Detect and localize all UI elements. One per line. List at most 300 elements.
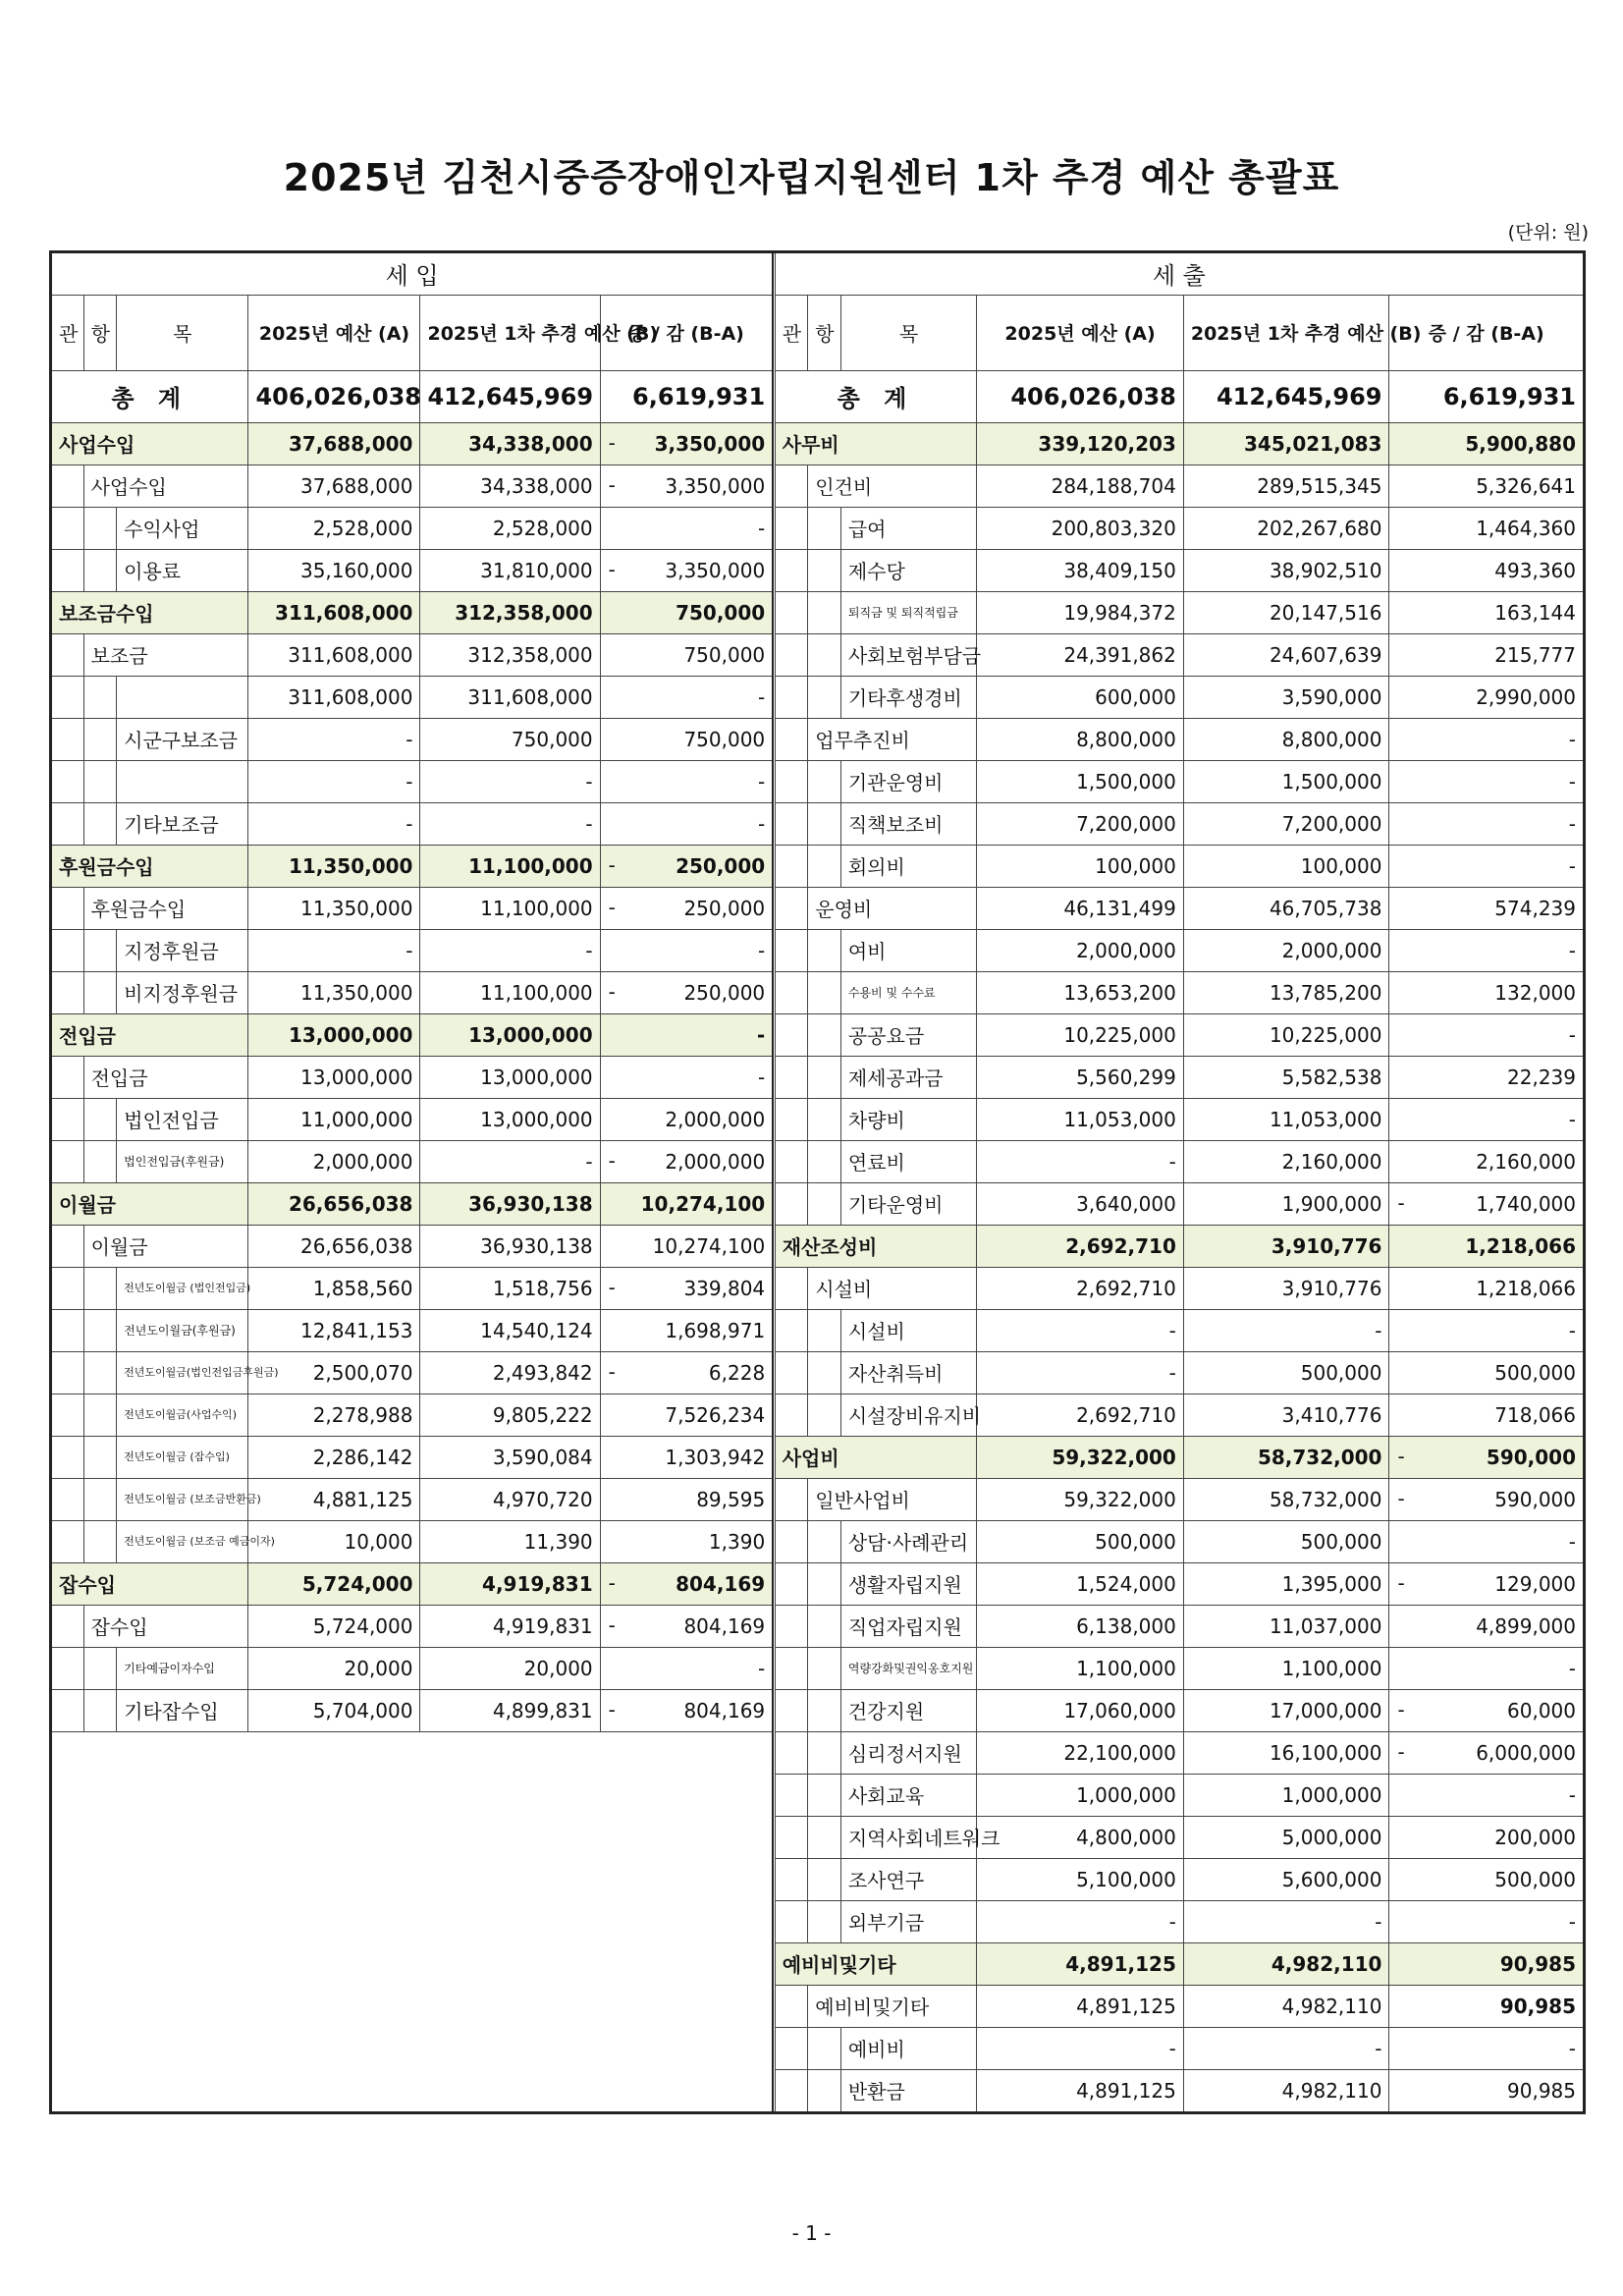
header-col-diff: 증 / 감 (B-A): [600, 295, 773, 370]
income-budget-a: -: [248, 929, 420, 971]
expense-indent-cell: [775, 1985, 808, 2027]
expense-diff: 574,239: [1389, 887, 1585, 929]
income-diff: -: [600, 507, 773, 549]
header-col-a: 2025년 예산 (A): [977, 295, 1184, 370]
income-budget-b: 312,358,000: [420, 633, 600, 676]
expense-indent-cell: [808, 1309, 841, 1351]
table-row: [51, 887, 1585, 929]
expense-budget-b: 3,590,000: [1183, 676, 1389, 718]
income-diff: -: [600, 1013, 773, 1056]
income-diff: 10,274,100: [600, 1182, 773, 1225]
income-indent-cell: [83, 929, 117, 971]
income-category-label: 사업수입: [51, 422, 248, 465]
expense-indent-cell: [808, 633, 841, 676]
expense-budget-b: 5,000,000: [1183, 1816, 1389, 1858]
income-item-label: 법인전입금: [117, 1098, 248, 1140]
table-row: [51, 1225, 1585, 1267]
expense-diff: 2,160,000: [1389, 1140, 1585, 1182]
expense-budget-b: 345,021,083: [1183, 422, 1389, 465]
expense-indent-cell: [808, 1605, 841, 1647]
income-item-label: 기타예금이자수입: [117, 1647, 248, 1689]
table-row: [51, 1309, 1585, 1351]
income-indent-cell: [83, 549, 117, 591]
table-row: [51, 1942, 1585, 1985]
income-budget-a: 311,608,000: [248, 591, 420, 633]
expense-budget-a: 2,692,710: [977, 1225, 1184, 1267]
page-number: - 1 -: [791, 2221, 832, 2245]
expense-indent-cell: [775, 718, 808, 760]
expense-budget-b: 4,982,110: [1183, 1985, 1389, 2027]
income-diff: 1,390: [600, 1520, 773, 1562]
expense-indent-cell: [808, 1647, 841, 1689]
income-budget-a: 35,160,000: [248, 549, 420, 591]
expense-indent-cell: [775, 1647, 808, 1689]
income-diff: - 3,350,000: [600, 465, 773, 507]
expense-budget-a: -: [977, 2027, 1184, 2069]
expense-indent-cell: [775, 1858, 808, 1900]
expense-diff: 4,899,000: [1389, 1605, 1585, 1647]
income-indent-cell: [51, 1647, 84, 1689]
budget-summary-table: [49, 250, 1586, 2114]
income-subcategory-label: 이월금: [83, 1225, 248, 1267]
income-budget-b: 2,528,000: [420, 507, 600, 549]
table-row: [51, 1267, 1585, 1309]
income-indent-cell: [83, 1351, 117, 1394]
expense-diff: 718,066: [1389, 1394, 1585, 1436]
table-row: [51, 1562, 1585, 1605]
table-row: [51, 1056, 1585, 1098]
table-row: [51, 718, 1585, 760]
expense-total-diff: 6,619,931: [1389, 370, 1585, 422]
expense-indent-cell: [808, 1816, 841, 1858]
expense-budget-a: 4,800,000: [977, 1816, 1184, 1858]
expense-diff: - 129,000: [1389, 1562, 1585, 1605]
table-row: [51, 845, 1585, 887]
table-row: [51, 1013, 1585, 1056]
income-diff: - 3,350,000: [600, 549, 773, 591]
income-budget-a: 2,000,000: [248, 1140, 420, 1182]
expense-diff: 132,000: [1389, 971, 1585, 1013]
expense-indent-cell: [808, 1731, 841, 1774]
income-budget-a: 311,608,000: [248, 676, 420, 718]
expense-indent-cell: [808, 802, 841, 845]
expense-budget-a: -: [977, 1140, 1184, 1182]
income-indent-cell: [51, 887, 84, 929]
expense-indent-cell: [775, 591, 808, 633]
income-budget-a: -: [248, 718, 420, 760]
expense-item-label: 공공요금: [840, 1013, 976, 1056]
expense-diff: 22,239: [1389, 1056, 1585, 1098]
income-budget-a: 2,286,142: [248, 1436, 420, 1478]
expense-budget-b: 3,910,776: [1183, 1225, 1389, 1267]
expense-indent-cell: [808, 1351, 841, 1394]
expense-indent-cell: [775, 1013, 808, 1056]
expense-budget-a: 1,100,000: [977, 1647, 1184, 1689]
income-diff: 750,000: [600, 718, 773, 760]
expense-category-label: 사업비: [775, 1436, 977, 1478]
expense-budget-b: 16,100,000: [1183, 1731, 1389, 1774]
income-item-label: 지정후원금: [117, 929, 248, 971]
expense-budget-a: 100,000: [977, 845, 1184, 887]
table-row: [51, 1858, 1585, 1900]
table-row: [51, 1647, 1585, 1689]
expense-budget-a: 24,391,862: [977, 633, 1184, 676]
expense-total-label: 총 계: [775, 370, 977, 422]
expense-item-label: 사회보험부담금: [840, 633, 976, 676]
income-indent-cell: [83, 1394, 117, 1436]
expense-budget-b: 500,000: [1183, 1351, 1389, 1394]
expense-budget-a: -: [977, 1900, 1184, 1942]
expense-budget-b: 5,600,000: [1183, 1858, 1389, 1900]
expense-subcategory-label: 업무추진비: [808, 718, 977, 760]
header-col-a: 2025년 예산 (A): [248, 295, 420, 370]
income-budget-b: 13,000,000: [420, 1013, 600, 1056]
income-total-b: 412,645,969: [420, 370, 600, 422]
income-empty-cell: [51, 1774, 774, 1816]
expense-budget-b: 289,515,345: [1183, 465, 1389, 507]
expense-diff: 90,985: [1389, 1942, 1585, 1985]
income-diff: - 3,350,000: [600, 422, 773, 465]
expense-indent-cell: [775, 1900, 808, 1942]
income-total-label: 총 계: [51, 370, 248, 422]
expense-diff: -: [1389, 1309, 1585, 1351]
expense-budget-b: 202,267,680: [1183, 507, 1389, 549]
expense-budget-b: 11,037,000: [1183, 1605, 1389, 1647]
income-diff: 750,000: [600, 633, 773, 676]
income-budget-a: 4,881,125: [248, 1478, 420, 1520]
expense-indent-cell: [775, 1774, 808, 1816]
income-budget-b: 36,930,138: [420, 1225, 600, 1267]
income-indent-cell: [51, 1394, 84, 1436]
income-item-label: [117, 760, 248, 802]
income-empty-cell: [51, 1731, 774, 1774]
table-row: [51, 591, 1585, 633]
expense-budget-a: 5,560,299: [977, 1056, 1184, 1098]
income-budget-a: 11,350,000: [248, 845, 420, 887]
income-diff: -: [600, 1647, 773, 1689]
expense-item-label: 건강지원: [840, 1689, 976, 1731]
expense-indent-cell: [775, 1394, 808, 1436]
expense-diff: - 6,000,000: [1389, 1731, 1585, 1774]
expense-budget-a: 13,653,200: [977, 971, 1184, 1013]
income-budget-a: 311,608,000: [248, 633, 420, 676]
income-diff: - 250,000: [600, 887, 773, 929]
expense-item-label: 시설비: [840, 1309, 976, 1351]
table-row: [51, 549, 1585, 591]
expense-diff: -: [1389, 1900, 1585, 1942]
income-item-label: 기타보조금: [117, 802, 248, 845]
income-item-label: 수익사업: [117, 507, 248, 549]
table-row: [51, 1731, 1585, 1774]
expense-budget-b: 2,000,000: [1183, 929, 1389, 971]
expense-budget-a: -: [977, 1351, 1184, 1394]
expense-indent-cell: [808, 971, 841, 1013]
expense-indent-cell: [808, 845, 841, 887]
table-row: [51, 1394, 1585, 1436]
expense-item-label: 직업자립지원: [840, 1605, 976, 1647]
income-item-label: 전년도이월금(후원금): [117, 1309, 248, 1351]
income-budget-b: 11,390: [420, 1520, 600, 1562]
income-budget-a: 11,350,000: [248, 971, 420, 1013]
column-header-row: [51, 295, 1585, 370]
income-budget-b: -: [420, 929, 600, 971]
income-budget-b: 2,493,842: [420, 1351, 600, 1394]
income-indent-cell: [51, 633, 84, 676]
income-budget-a: 1,858,560: [248, 1267, 420, 1309]
expense-item-label: 생활자립지원: [840, 1562, 976, 1605]
income-item-label: 전년도이월금(법인전입금후원금): [117, 1351, 248, 1394]
header-hang: 항: [808, 295, 841, 370]
document-title: 2025년 김천시중증장애인자립지원센터 1차 추경 예산 총괄표: [283, 156, 1340, 199]
income-empty-cell: [51, 1900, 774, 1942]
expense-indent-cell: [808, 1562, 841, 1605]
income-indent-cell: [51, 1225, 84, 1267]
income-diff: 10,274,100: [600, 1225, 773, 1267]
expense-budget-b: 46,705,738: [1183, 887, 1389, 929]
expense-diff: 500,000: [1389, 1351, 1585, 1394]
expense-indent-cell: [775, 1182, 808, 1225]
table-row: [51, 1478, 1585, 1520]
income-indent-cell: [51, 929, 84, 971]
expense-budget-b: -: [1183, 1900, 1389, 1942]
expense-budget-a: -: [977, 1309, 1184, 1351]
expense-budget-a: 2,692,710: [977, 1267, 1184, 1309]
income-item-label: 법인전입금(후원금): [117, 1140, 248, 1182]
expense-indent-cell: [775, 887, 808, 929]
expense-budget-b: 1,500,000: [1183, 760, 1389, 802]
table-row: [51, 1098, 1585, 1140]
income-total-diff: 6,619,931: [600, 370, 773, 422]
expense-indent-cell: [775, 2069, 808, 2112]
expense-budget-a: 600,000: [977, 676, 1184, 718]
income-item-label: 전년도이월금 (잡수입): [117, 1436, 248, 1478]
table-row: [51, 1351, 1585, 1394]
income-budget-b: 13,000,000: [420, 1056, 600, 1098]
income-indent-cell: [51, 1689, 84, 1731]
income-budget-b: 20,000: [420, 1647, 600, 1689]
expense-indent-cell: [808, 676, 841, 718]
expense-indent-cell: [775, 1056, 808, 1098]
expense-indent-cell: [808, 1858, 841, 1900]
expense-budget-a: 1,524,000: [977, 1562, 1184, 1605]
income-diff: 1,698,971: [600, 1309, 773, 1351]
expense-diff: 2,990,000: [1389, 676, 1585, 718]
income-item-label: 전년도이월금(사업수익): [117, 1394, 248, 1436]
income-item-label: 전년도이월금 (법인전입금): [117, 1267, 248, 1309]
expense-budget-a: 59,322,000: [977, 1478, 1184, 1520]
header-mok: 목: [117, 295, 248, 370]
expense-indent-cell: [775, 1689, 808, 1731]
expense-indent-cell: [808, 549, 841, 591]
income-indent-cell: [51, 718, 84, 760]
expense-budget-b: -: [1183, 1309, 1389, 1351]
header-col-diff: 증 / 감 (B-A): [1389, 295, 1585, 370]
income-diff: -: [600, 1056, 773, 1098]
expense-indent-cell: [775, 2027, 808, 2069]
income-budget-a: 2,528,000: [248, 507, 420, 549]
table-row: [51, 1605, 1585, 1647]
income-empty-cell: [51, 1985, 774, 2027]
expense-budget-a: 4,891,125: [977, 1942, 1184, 1985]
header-mok: 목: [840, 295, 976, 370]
expense-diff: -: [1389, 1774, 1585, 1816]
table-row: [51, 760, 1585, 802]
income-budget-a: 37,688,000: [248, 465, 420, 507]
expense-item-label: 여비: [840, 929, 976, 971]
expense-budget-a: 4,891,125: [977, 2069, 1184, 2112]
expense-diff: 1,218,066: [1389, 1225, 1585, 1267]
table-row: [51, 422, 1585, 465]
expense-diff: 90,985: [1389, 1985, 1585, 2027]
income-budget-a: 12,841,153: [248, 1309, 420, 1351]
income-indent-cell: [83, 1309, 117, 1351]
income-diff: 89,595: [600, 1478, 773, 1520]
income-diff: - 250,000: [600, 971, 773, 1013]
expense-category-label: 예비비및기타: [775, 1942, 977, 1985]
income-indent-cell: [51, 1140, 84, 1182]
expense-diff: 163,144: [1389, 591, 1585, 633]
expense-diff: -: [1389, 718, 1585, 760]
expense-indent-cell: [808, 1774, 841, 1816]
expense-budget-b: 1,000,000: [1183, 1774, 1389, 1816]
expense-item-label: 예비비: [840, 2027, 976, 2069]
income-empty-cell: [51, 1816, 774, 1858]
expense-budget-a: 3,640,000: [977, 1182, 1184, 1225]
income-budget-a: 2,500,070: [248, 1351, 420, 1394]
expense-diff: - 60,000: [1389, 1689, 1585, 1731]
expense-budget-a: 500,000: [977, 1520, 1184, 1562]
expense-indent-cell: [775, 845, 808, 887]
expense-indent-cell: [808, 2069, 841, 2112]
income-budget-b: 13,000,000: [420, 1098, 600, 1140]
income-budget-a: 26,656,038: [248, 1182, 420, 1225]
income-indent-cell: [51, 1520, 84, 1562]
expense-item-label: 자산취득비: [840, 1351, 976, 1394]
header-col-b: 2025년 1차 추경 예산 (B): [420, 295, 600, 370]
expense-indent-cell: [775, 1351, 808, 1394]
income-indent-cell: [83, 1267, 117, 1309]
expense-budget-a: 339,120,203: [977, 422, 1184, 465]
income-empty-cell: [51, 1858, 774, 1900]
expense-budget-a: 46,131,499: [977, 887, 1184, 929]
expense-indent-cell: [808, 2027, 841, 2069]
expense-budget-a: 2,692,710: [977, 1394, 1184, 1436]
expense-indent-cell: [775, 1309, 808, 1351]
income-indent-cell: [83, 1520, 117, 1562]
income-indent-cell: [51, 1056, 84, 1098]
expense-diff: 1,464,360: [1389, 507, 1585, 549]
income-budget-a: 13,000,000: [248, 1056, 420, 1098]
income-indent-cell: [83, 1689, 117, 1731]
expense-diff: - 590,000: [1389, 1478, 1585, 1520]
expense-diff: 200,000: [1389, 1816, 1585, 1858]
table-row: [51, 2027, 1585, 2069]
side-header-row: [51, 252, 1585, 296]
income-indent-cell: [83, 1647, 117, 1689]
income-indent-cell: [51, 760, 84, 802]
expense-item-label: 기관운영비: [840, 760, 976, 802]
income-budget-b: 4,919,831: [420, 1605, 600, 1647]
income-subcategory-label: 잡수입: [83, 1605, 248, 1647]
income-budget-b: 11,100,000: [420, 845, 600, 887]
income-budget-b: 36,930,138: [420, 1182, 600, 1225]
expense-diff: -: [1389, 760, 1585, 802]
table-row: [51, 633, 1585, 676]
expense-budget-a: 7,200,000: [977, 802, 1184, 845]
expense-budget-b: 20,147,516: [1183, 591, 1389, 633]
expense-item-label: 심리정서지원: [840, 1731, 976, 1774]
income-item-label: 기타잡수입: [117, 1689, 248, 1731]
expense-diff: -: [1389, 1647, 1585, 1689]
income-budget-b: 750,000: [420, 718, 600, 760]
expense-subcategory-label: 일반사업비: [808, 1478, 977, 1520]
income-diff: - 2,000,000: [600, 1140, 773, 1182]
income-budget-b: 11,100,000: [420, 971, 600, 1013]
income-indent-cell: [51, 1351, 84, 1394]
expense-diff: 1,218,066: [1389, 1267, 1585, 1309]
expense-item-label: 퇴직금 및 퇴직적립금: [840, 591, 976, 633]
expense-diff: -: [1389, 1098, 1585, 1140]
income-item-label: [117, 676, 248, 718]
header-gwan: 관: [775, 295, 808, 370]
expense-item-label: 조사연구: [840, 1858, 976, 1900]
income-indent-cell: [51, 1098, 84, 1140]
expense-budget-a: 284,188,704: [977, 465, 1184, 507]
expense-budget-a: 17,060,000: [977, 1689, 1184, 1731]
expense-indent-cell: [775, 1816, 808, 1858]
income-side-header: 세 입: [51, 252, 774, 296]
expense-indent-cell: [775, 465, 808, 507]
table-row: [51, 971, 1585, 1013]
income-subcategory-label: 사업수입: [83, 465, 248, 507]
expense-diff: -: [1389, 2027, 1585, 2069]
income-category-label: 잡수입: [51, 1562, 248, 1605]
income-subcategory-label: 후원금수입: [83, 887, 248, 929]
income-budget-b: -: [420, 760, 600, 802]
expense-budget-b: 38,902,510: [1183, 549, 1389, 591]
income-indent-cell: [51, 1478, 84, 1520]
expense-item-label: 수용비 및 수수료: [840, 971, 976, 1013]
income-category-label: 후원금수입: [51, 845, 248, 887]
income-budget-a: 37,688,000: [248, 422, 420, 465]
expense-diff: -: [1389, 845, 1585, 887]
expense-item-label: 회의비: [840, 845, 976, 887]
income-diff: -: [600, 760, 773, 802]
income-budget-b: 14,540,124: [420, 1309, 600, 1351]
header-hang: 항: [83, 295, 117, 370]
income-diff: -: [600, 676, 773, 718]
expense-budget-a: 5,100,000: [977, 1858, 1184, 1900]
expense-item-label: 반환금: [840, 2069, 976, 2112]
expense-budget-b: 10,225,000: [1183, 1013, 1389, 1056]
expense-subcategory-label: 예비비및기타: [808, 1985, 977, 2027]
income-item-label: 이용료: [117, 549, 248, 591]
expense-budget-a: 6,138,000: [977, 1605, 1184, 1647]
expense-item-label: 시설장비유지비: [840, 1394, 976, 1436]
expense-item-label: 외부기금: [840, 1900, 976, 1942]
expense-budget-b: 4,982,110: [1183, 1942, 1389, 1985]
income-empty-cell: [51, 2027, 774, 2069]
expense-budget-b: 17,000,000: [1183, 1689, 1389, 1731]
expense-budget-b: 58,732,000: [1183, 1436, 1389, 1478]
income-budget-b: -: [420, 802, 600, 845]
expense-budget-a: 10,225,000: [977, 1013, 1184, 1056]
income-total-a: 406,026,038: [248, 370, 420, 422]
table-row: [51, 802, 1585, 845]
expense-indent-cell: [808, 1900, 841, 1942]
expense-budget-a: 11,053,000: [977, 1098, 1184, 1140]
expense-budget-b: 8,800,000: [1183, 718, 1389, 760]
